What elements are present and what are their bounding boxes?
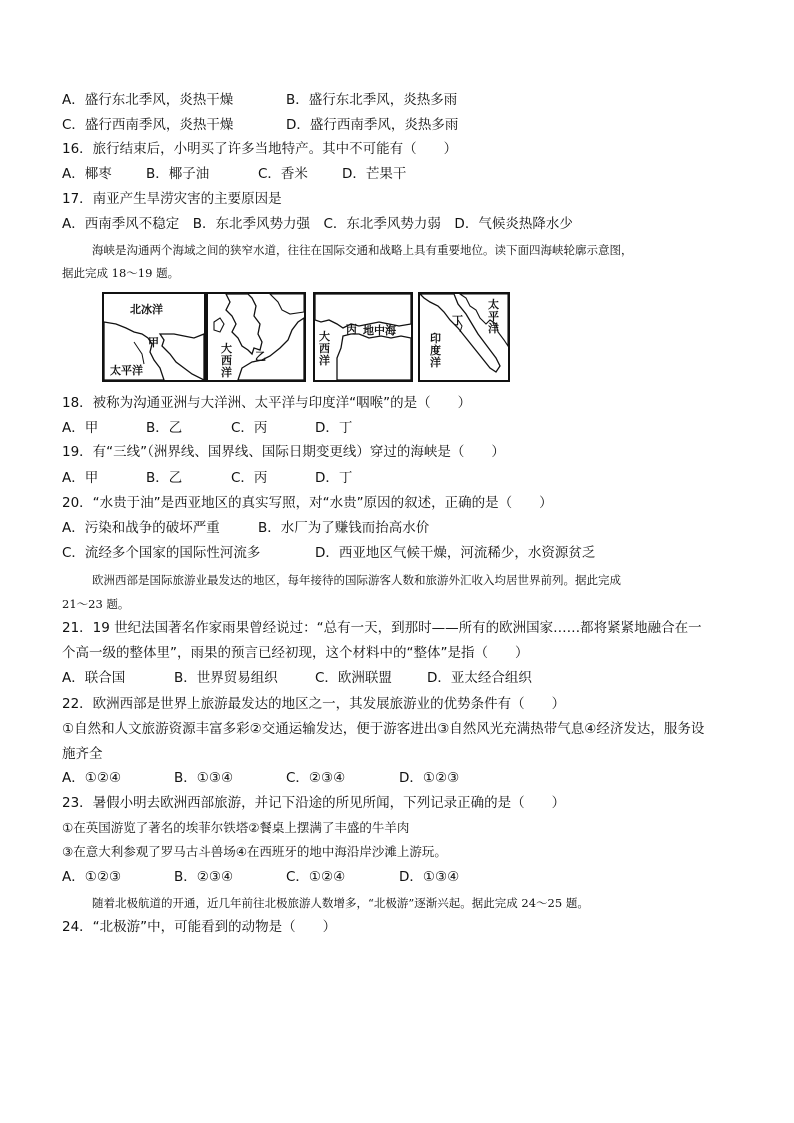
q18-option-c: C．丙	[231, 420, 268, 436]
q23-stem: 23．暑假小明去欧洲西部旅游，并记下沿途的所见所闻，下列记录正确的是（ ）	[62, 795, 566, 811]
map4-ocean1-label-2: 平	[488, 310, 499, 323]
q23-items-line2: ③在意大利参观了罗马古斗兽场④在西班牙的地中海沿岸沙滩上游玩。	[62, 844, 447, 859]
intro-18-19-line2: 据此完成 18～19 题。	[62, 266, 180, 280]
map4-ocean1-label-1: 太	[488, 298, 499, 311]
map1-strait-label: 甲	[148, 336, 159, 349]
q21-option-d: D．亚太经合组织	[427, 670, 532, 686]
q22-option-d: D．①②③	[399, 770, 460, 786]
strait-map-bing	[313, 292, 413, 382]
q18-option-b: B．乙	[146, 420, 183, 436]
map2-ocean-label-3: 洋	[221, 366, 232, 379]
q16-option-b: B．椰子油	[146, 166, 210, 182]
map1-ocean2-label: 太平洋	[110, 364, 143, 377]
q16-option-d: D．芒果干	[342, 166, 407, 182]
intro-21-23-line2: 21～23 题。	[62, 597, 130, 611]
q15-option-c: C．盛行西南季风，炎热干燥	[62, 117, 234, 133]
q23-option-b: B．②③④	[174, 869, 234, 885]
q16-option-a: A．椰枣	[62, 166, 112, 182]
q22-items-line1: ①自然和人文旅游资源丰富多彩②交通运输发达，便于游客进出③自然风光充满热带气息④经济发达，服务设	[62, 721, 705, 737]
map4-strait-label: 丁	[452, 314, 463, 327]
intro-18-19-line1: 海峡是沟通两个海域之间的狭窄水道，往往在国际交通和战略上具有重要地位。读下面四海峡轮廓示意图，	[92, 243, 633, 257]
q16-option-c: C．香米	[258, 166, 308, 182]
map3-ocean-label-3: 洋	[319, 354, 330, 367]
q19-stem: 19．有“三线”（洲界线、国界线、国际日期变更线）穿过的海峡是（ ）	[62, 444, 505, 460]
q19-option-d: D．丁	[315, 470, 353, 486]
strait-map-ding	[418, 292, 510, 382]
strait-map-jia	[102, 292, 206, 382]
q23-option-a: A．①②③	[62, 869, 122, 885]
q17-stem: 17．南亚产生旱涝灾害的主要原因是	[62, 191, 282, 207]
map3-ocean-label-1: 大	[319, 330, 330, 343]
q23-option-d: D．①③④	[399, 869, 460, 885]
q15-option-a: A．盛行东北季风，炎热干燥	[62, 92, 234, 108]
intro-21-23-line1: 欧洲西部是国际旅游业最发达的地区，每年接待的国际游客人数和旅游外汇收入均居世界前列。据此完成	[92, 573, 621, 587]
map2-ocean-label-2: 西	[221, 354, 232, 367]
q20-option-b: B．水厂为了赚钱而抬高水价	[258, 520, 430, 536]
intro-24-25-line1: 随着北极航道的开通，近几年前往北极旅游人数增多，“北极游”逐渐兴起。据此完成 24～25 题。	[92, 896, 589, 910]
q23-option-c: C．①②④	[286, 869, 346, 885]
map3-sea-label: 地中海	[363, 324, 396, 337]
map2-ocean-label: 大	[221, 342, 232, 355]
map3-ocean-label-2: 西	[319, 342, 330, 355]
q22-items-line2: 施齐全	[62, 746, 103, 762]
map4-ocean2-label-1: 印	[430, 332, 441, 345]
q15-option-b: B．盛行东北季风，炎热多雨	[286, 92, 458, 108]
q19-option-a: A．甲	[62, 470, 99, 486]
q18-option-a: A．甲	[62, 420, 99, 436]
q22-option-c: C．②③④	[286, 770, 346, 786]
q19-option-c: C．丙	[231, 470, 268, 486]
q20-stem: 20．“水贵于油”是西亚地区的真实写照，对“水贵”原因的叙述，正确的是（ ）	[62, 495, 553, 511]
map1-ocean1-label: 北冰洋	[130, 303, 163, 316]
q21-stem-line2: 个高一级的整体里”，雨果的预言已经初现，这个材料中的“整体”是指（ ）	[62, 645, 529, 661]
q19-option-b: B．乙	[146, 470, 183, 486]
q20-option-a: A．污染和战争的破坏严重	[62, 520, 220, 536]
q20-option-c: C．流经多个国家的国际性河流多	[62, 545, 261, 561]
q23-items-line1: ①在英国游览了著名的埃菲尔铁塔②餐桌上摆满了丰盛的牛羊肉	[62, 820, 410, 835]
q21-option-c: C．欧洲联盟	[315, 670, 392, 686]
q22-option-b: B．①③④	[174, 770, 234, 786]
q22-stem: 22．欧洲西部是世界上旅游最发达的地区之一，其发展旅游业的优势条件有（ ）	[62, 696, 566, 712]
q21-option-b: B．世界贸易组织	[174, 670, 278, 686]
q18-stem: 18．被称为沟通亚洲与大洋洲、太平洋与印度洋“咽喉”的是（ ）	[62, 395, 472, 411]
q20-option-d: D．西亚地区气候干燥，河流稀少，水资源贫乏	[315, 545, 596, 561]
map4-ocean2-label-3: 洋	[430, 356, 441, 369]
map4-ocean1-label-3: 洋	[488, 322, 499, 335]
q22-option-a: A．①②④	[62, 770, 122, 786]
map2-strait-label: 乙	[255, 350, 266, 363]
map3-strait-label: 丙	[346, 323, 357, 336]
q18-option-d: D．丁	[315, 420, 353, 436]
strait-map-yi	[206, 292, 306, 382]
q17-options: A．西南季风不稳定 B．东北季风势力强 C．东北季风势力弱 D．气候炎热降水少	[62, 216, 573, 232]
q15-option-d: D．盛行西南季风，炎热多雨	[286, 117, 459, 133]
q21-option-a: A．联合国	[62, 670, 126, 686]
q24-stem: 24．“北极游”中，可能看到的动物是（ ）	[62, 919, 337, 935]
q21-stem-line1: 21．19 世纪法国著名作家雨果曾经说过：“总有一天，到那时——所有的欧洲国家……都将紧紧地融合在一	[62, 620, 702, 636]
q16-stem: 16．旅行结束后，小明买了许多当地特产。其中不可能有（ ）	[62, 141, 458, 157]
map4-ocean2-label-2: 度	[430, 344, 441, 357]
